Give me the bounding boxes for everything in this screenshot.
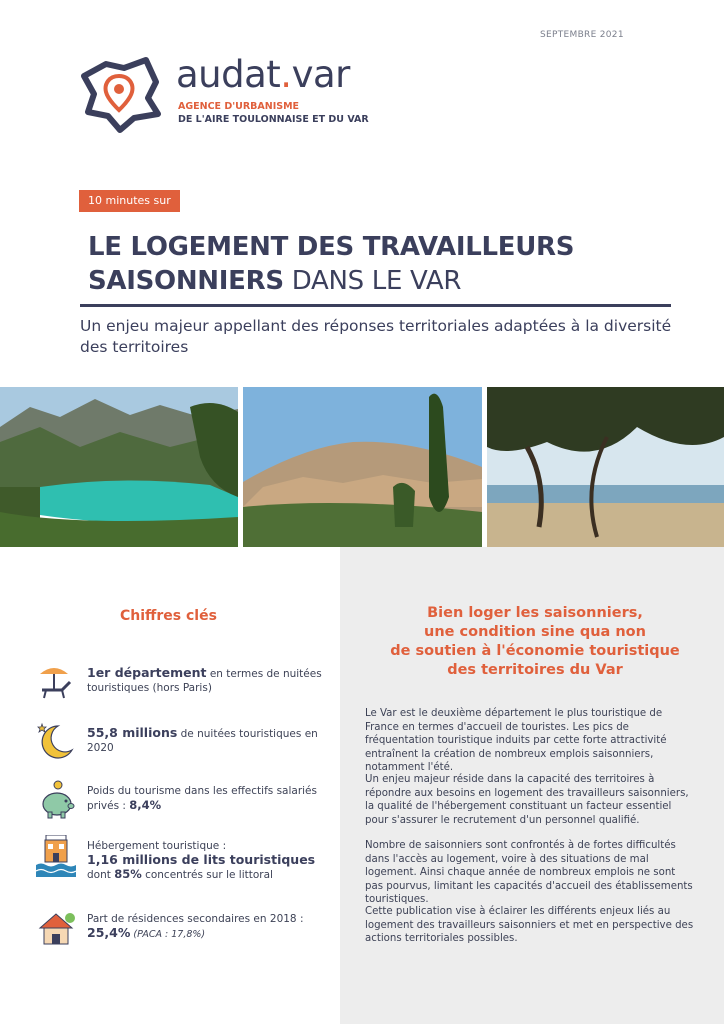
photo-pine-beach	[487, 387, 724, 547]
photo-lake-gorges	[0, 387, 238, 547]
section-tag: 10 minutes sur	[79, 190, 180, 212]
intro-paragraph: Nombre de saisonniers sont confrontés à de fortes difficultés dans l'accès au logement, voire à des situations de mal logement. Ainsi chaque année de nombreux emplois ne sont pas pourvus, limitant les capacités d'accueil des établissements touristiques.	[365, 840, 693, 905]
key-figures-title: Chiffres clés	[120, 608, 217, 624]
page-title-line2: SAISONNIERS DANS LE VAR	[88, 266, 462, 296]
intro-title: Bien loger les saisonniers, une condition sine qua non de soutien à l'économie touristique des territoires du Var	[390, 605, 680, 678]
logo-subtitle-region: DE L'AIRE TOULONNAISE ET DU VAR	[178, 114, 369, 125]
page-title-line1: LE LOGEMENT DES TRAVAILLEURS	[88, 232, 575, 262]
intro-paragraph: Cette publication vise à éclairer les différents enjeux liés au logement des travailleurs saisonniers et met en perspective des actions territoriales possibles.	[365, 906, 694, 944]
beach-chair-icon	[36, 660, 76, 702]
photo-hill-village	[243, 387, 482, 547]
intro-paragraph: Un enjeu majeur réside dans la capacité des territoires à répondre aux besoins en logement des travailleurs saisonniers, la qualité de l'hébergement constituant un facteur essentiel pour s'assurer le recrutement d'un personnel qualifié.	[365, 774, 689, 826]
logo-subtitle-agency: AGENCE D'URBANISME	[178, 101, 300, 112]
publication-date: SEPTEMBRE 2021	[540, 30, 624, 40]
page-subtitle: Un enjeu majeur appellant des réponses territoriales adaptées à la diversité des territoires	[80, 317, 672, 356]
title-divider	[80, 304, 671, 307]
house-icon	[36, 908, 76, 950]
moon-icon	[36, 720, 76, 762]
hotel-icon	[36, 835, 76, 877]
logo-icon	[76, 54, 162, 134]
intro-paragraph: Le Var est le deuxième département le plus touristique de France en termes d'accueil de touristes. Les pics de fréquentation touristique induits par cette forte attractivité entraînent la création de nombreux emplois saisonniers, notamment l'été.	[365, 708, 667, 773]
logo-name: audat.var	[176, 53, 350, 96]
piggy-bank-icon	[36, 780, 76, 822]
